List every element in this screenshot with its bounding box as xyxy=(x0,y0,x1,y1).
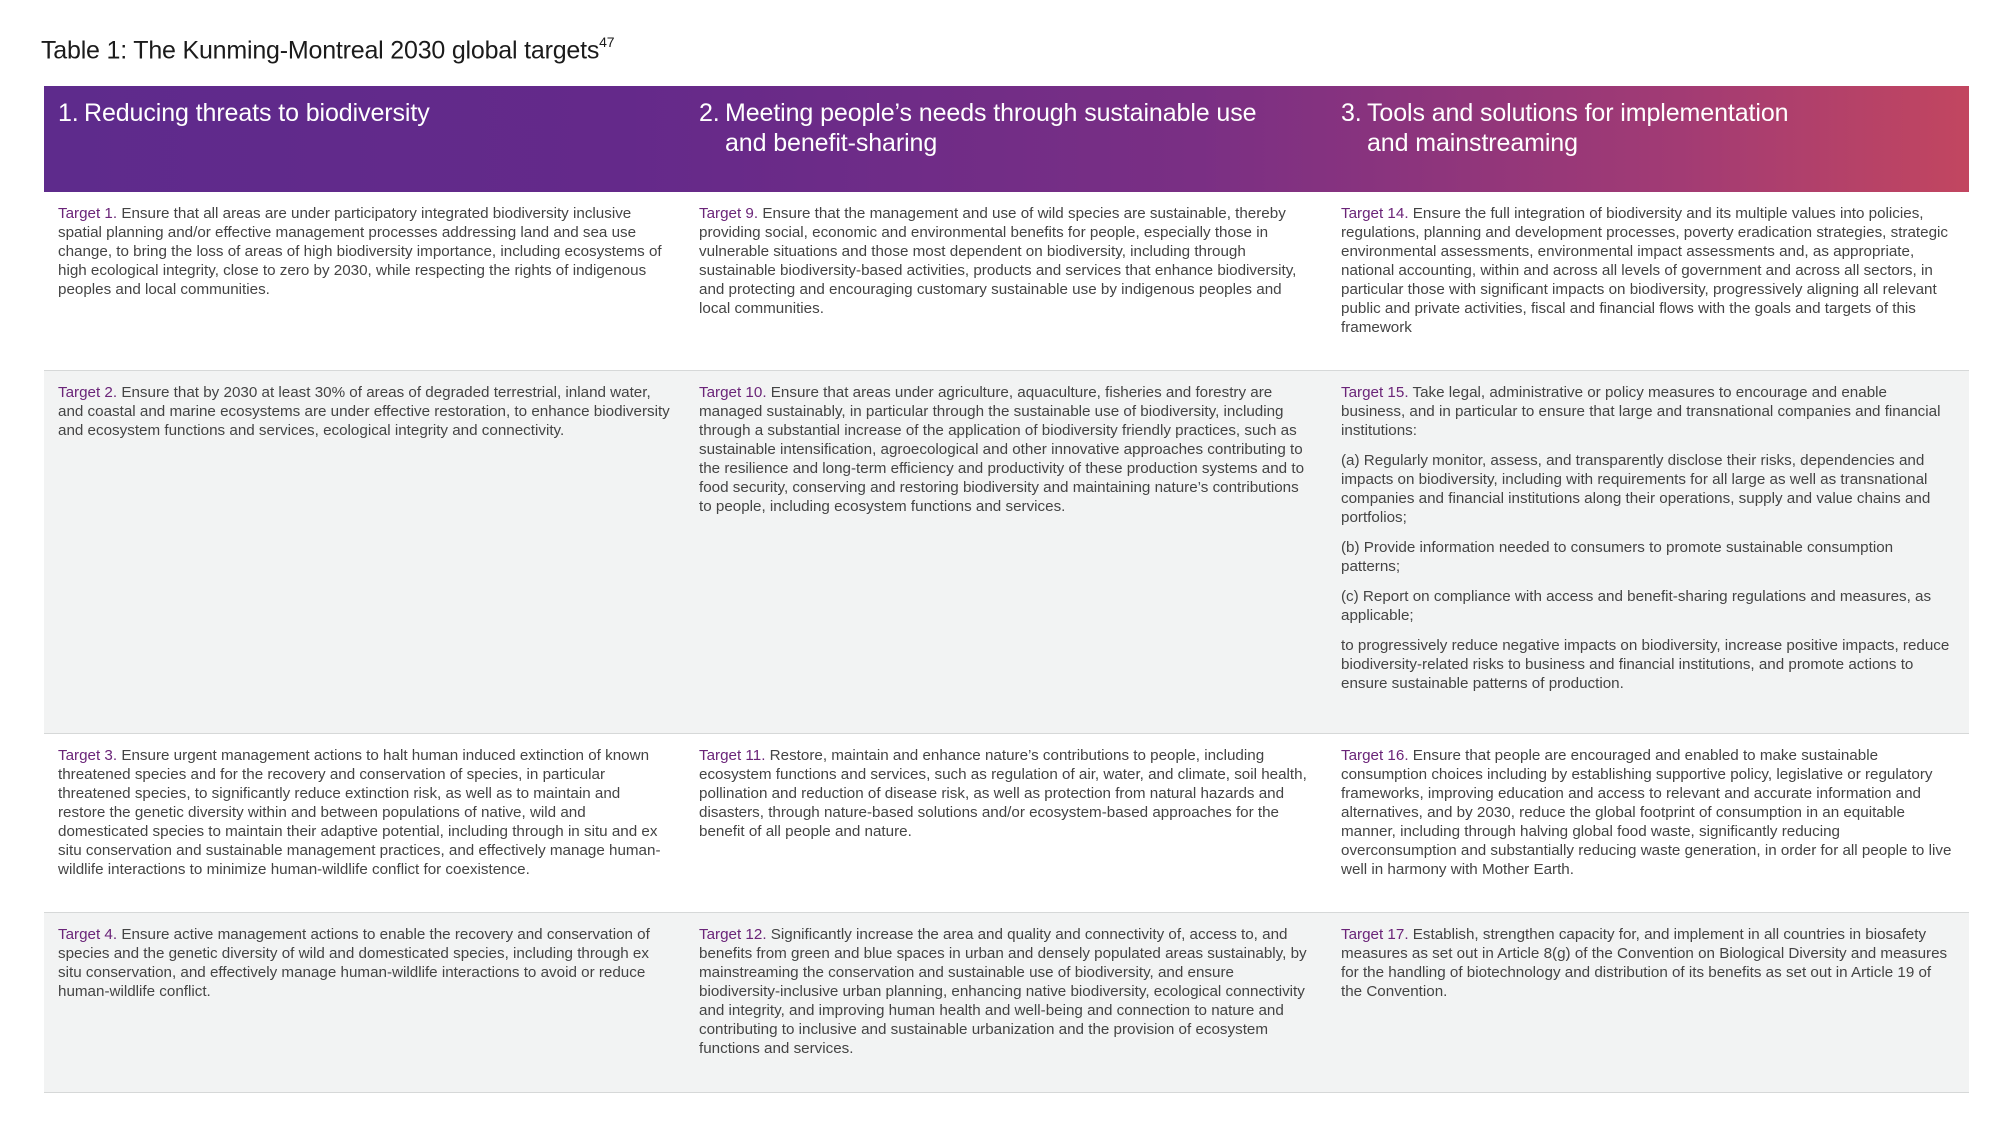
table-row xyxy=(44,192,1969,371)
target-cell xyxy=(685,192,1327,370)
target-text: Significantly increase the area and quality and connectivity of, access to, and benefits from green and blue spaces in urban and densely populated areas sustainably, by mainstreaming the conservation and sustainable use of biodiversity, and ensure biodiversity-inclusive urban planning, enhancing native biodiversity, ecological connectivity and integrity, and improving human health and well-being and connection to nature and contributing to inclusive and sustainable urbanization and the provision of ecosystem functions and services. xyxy=(699,926,1307,1057)
column-header-3 xyxy=(1327,86,1969,192)
table-header-row xyxy=(44,86,1969,192)
target-label: Target 10. xyxy=(699,384,767,401)
column-number: 1. xyxy=(58,99,79,127)
column-header-2 xyxy=(685,86,1327,192)
target-cell xyxy=(44,192,685,370)
column-number: 3. xyxy=(1341,99,1362,127)
column-title-line2: and benefit-sharing xyxy=(725,129,938,157)
target-label: Target 11. xyxy=(699,747,766,764)
targets-table xyxy=(44,86,1969,1093)
target-label: Target 15. xyxy=(1341,384,1409,401)
table-title xyxy=(41,36,614,65)
target-paragraph xyxy=(1341,204,1955,337)
target-cell xyxy=(685,734,1327,912)
target-text: (a) Regularly monitor, assess, and transparently disclose their risks, dependencies and impacts on biodiversity, including with requirements for all large as well as transnational companies and financial institutions along their operations, supply and value chains and portfolios; xyxy=(1341,452,1931,526)
target-paragraph xyxy=(699,746,1313,841)
target-cell xyxy=(1327,913,1969,1092)
table-row xyxy=(44,734,1969,913)
target-paragraph xyxy=(1341,636,1955,693)
column-title: Reducing threats to biodiversity xyxy=(84,99,430,127)
table-body xyxy=(44,192,1969,1093)
target-paragraph xyxy=(58,383,671,440)
target-paragraph xyxy=(1341,451,1955,527)
target-cell xyxy=(44,913,685,1092)
target-paragraph xyxy=(1341,746,1955,879)
target-cell xyxy=(685,913,1327,1092)
target-label: Target 3. xyxy=(58,747,118,764)
target-cell xyxy=(44,734,685,912)
target-text: Establish, strengthen capacity for, and implement in all countries in biosafety measures as set out in Article 8(g) of the Convention on Biological Diversity and measures for the handling of biotechnology and distribution of its benefits as set out in Article 19 of the Convention. xyxy=(1341,926,1948,1000)
target-label: Target 12. xyxy=(699,926,767,943)
target-paragraph xyxy=(1341,538,1955,576)
target-cell xyxy=(1327,192,1969,370)
target-paragraph xyxy=(58,925,671,1001)
target-text: Ensure the full integration of biodiversity and its multiple values into policies, regulations, planning and development processes, poverty eradication strategies, strategic environmental assessments, environmental impact assessments and, as appropriate, national accounting, within and across all levels of government and across all sectors, in particular those with significant impacts on biodiversity, progressively aligning all relevant public and private activities, fiscal and financial flows with the goals and targets of this framework xyxy=(1341,205,1949,336)
target-paragraph xyxy=(1341,383,1955,440)
target-text: Take legal, administrative or policy measures to encourage and enable business, and in particular to ensure that large and transnational companies and financial institutions: xyxy=(1341,384,1941,439)
target-label: Target 4. xyxy=(58,926,118,943)
target-label: Target 2. xyxy=(58,384,118,401)
target-label: Target 14. xyxy=(1341,205,1409,222)
target-text: Ensure urgent management actions to halt human induced extinction of known threatened species and for the recovery and conservation of species, in particular threatened species, to significantly reduce extinction risk, as well as to maintain and restore the genetic diversity within and between populations of native, wild and domesticated species to maintain their adaptive potential, including through in situ and ex situ conservation and sustainable management practices, and effectively manage human-wildlife interactions to minimize human-wildlife conflict for coexistence. xyxy=(58,747,661,878)
column-title: Meeting people’s needs through sustainable use xyxy=(725,99,1257,127)
title-footnote: 47 xyxy=(599,34,615,50)
column-title: Tools and solutions for implementation xyxy=(1367,99,1789,127)
target-paragraph xyxy=(1341,925,1955,1001)
target-text: to progressively reduce negative impacts on biodiversity, increase positive impacts, reduce biodiversity-related risks to business and financial institutions, and promote actions to ensure sustainable patterns of production. xyxy=(1341,637,1950,692)
target-text: Ensure that people are encouraged and enabled to make sustainable consumption choices including by establishing supportive policy, legislative or regulatory frameworks, improving education and access to relevant and accurate information and alternatives, and by 2030, reduce the global footprint of consumption in an equitable manner, including through halving global food waste, significantly reducing overconsumption and substantially reducing waste generation, in order for all people to live well in harmony with Mother Earth. xyxy=(1341,747,1952,878)
table-title-text: Table 1: The Kunming-Montreal 2030 global targets xyxy=(41,36,600,65)
column-header-1 xyxy=(44,86,685,192)
target-label: Target 1. xyxy=(58,205,118,222)
target-label: Target 16. xyxy=(1341,747,1409,764)
column-number: 2. xyxy=(699,99,720,127)
target-text: Ensure that by 2030 at least 30% of areas of degraded terrestrial, inland water, and coastal and marine ecosystems are under effective restoration, to enhance biodiversity and ecosystem functions and services, ecological integrity and connectivity. xyxy=(58,384,670,439)
target-paragraph xyxy=(699,383,1313,516)
target-text: (c) Report on compliance with access and benefit-sharing regulations and measures, as applicable; xyxy=(1341,588,1932,624)
column-title-line2: and mainstreaming xyxy=(1367,129,1578,157)
target-paragraph xyxy=(58,204,671,299)
target-cell xyxy=(1327,734,1969,912)
target-paragraph xyxy=(699,925,1313,1058)
target-paragraph xyxy=(58,746,671,879)
target-text: (b) Provide information needed to consumers to promote sustainable consumption patterns; xyxy=(1341,539,1894,575)
target-cell xyxy=(685,371,1327,733)
target-paragraph xyxy=(1341,587,1955,625)
target-paragraph xyxy=(699,204,1313,318)
target-text: Restore, maintain and enhance nature’s contributions to people, including ecosystem functions and services, such as regulation of air, water, and climate, soil health, pollination and reduction of disease risk, as well as protection from natural hazards and disasters, through nature-based solutions and/or ecosystem-based approaches for the benefit of all people and nature. xyxy=(699,747,1307,840)
target-text: Ensure active management actions to enable the recovery and conservation of species and the genetic diversity of wild and domesticated species, including through ex situ conservation, and effectively manage human-wildlife interactions to avoid or reduce human-wildlife conflict. xyxy=(58,926,650,1000)
table-row xyxy=(44,913,1969,1093)
target-cell xyxy=(1327,371,1969,733)
table-row xyxy=(44,371,1969,734)
target-text: Ensure that all areas are under participatory integrated biodiversity inclusive spatial planning and/or effective management processes addressing land and sea use change, to bring the loss of areas of high biodiversity importance, including ecosystems of high ecological integrity, close to zero by 2030, while respecting the rights of indigenous peoples and local communities. xyxy=(58,205,662,298)
target-cell xyxy=(44,371,685,733)
target-text: Ensure that areas under agriculture, aquaculture, fisheries and forestry are managed sustainably, in particular through the sustainable use of biodiversity, including through a substantial increase of the application of biodiversity friendly practices, such as sustainable intensification, agroecological and other innovative approaches contributing to the resilience and long-term efficiency and productivity of these production systems and to food security, conserving and restoring biodiversity and maintaining nature’s contributions to people, including ecosystem functions and services. xyxy=(699,384,1305,515)
target-label: Target 9. xyxy=(699,205,759,222)
target-text: Ensure that the management and use of wild species are sustainable, thereby providing social, economic and environmental benefits for people, especially those in vulnerable situations and those most dependent on biodiversity, including through sustainable biodiversity-based activities, products and services that enhance biodiversity, and protecting and encouraging customary sustainable use by indigenous peoples and local communities. xyxy=(699,205,1297,317)
target-label: Target 17. xyxy=(1341,926,1409,943)
